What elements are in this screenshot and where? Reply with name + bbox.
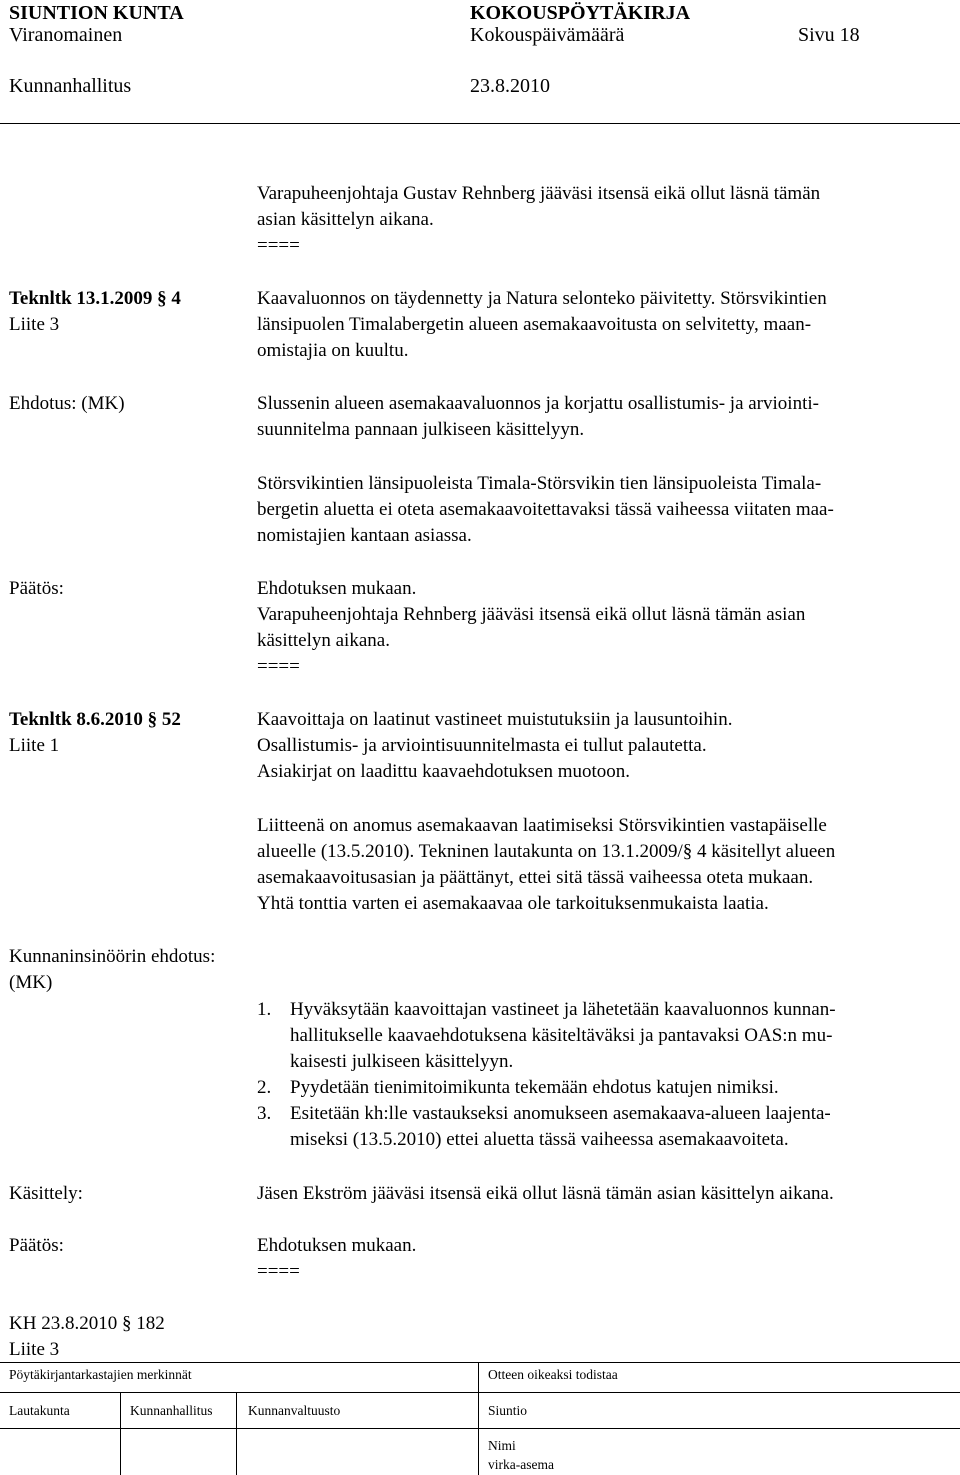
meeting-date: 23.8.2010 — [470, 75, 550, 97]
date-label: Kokouspäivämäärä — [470, 24, 625, 46]
footer-virka-asema: virka-asema — [488, 1457, 554, 1472]
footer-col-divider — [120, 1392, 121, 1475]
list-number: 1. — [257, 999, 272, 1020]
list-number: 3. — [257, 1103, 272, 1124]
footer-col-kunnanvaltuusto: Kunnanvaltuusto — [248, 1403, 341, 1418]
paragraph-line: Jäsen Ekström jääväsi itsensä eikä ollut läsnä tämän asian käsittelyn aikana. — [257, 1183, 834, 1204]
footer-top-rule — [0, 1362, 960, 1363]
paragraph-line: länsipuolen Timalabergetin alueen asemakaavoitusta on selvitetty, maan- — [257, 314, 812, 335]
paragraph-line: alueelle (13.5.2010). Tekninen lautakunta on 13.1.2009/§ 4 käsitellyt alueen — [257, 841, 836, 862]
attachment-ref: Liite 3 — [9, 1339, 60, 1360]
paragraph-line: nomistajien kantaan asiassa. — [257, 525, 472, 546]
reference-teknltk-2009: Teknltk 13.1.2009 § 4 — [9, 288, 181, 309]
paragraph-line: Ehdotuksen mukaan. — [257, 578, 417, 599]
list-item-line: kaisesti julkiseen käsittelyyn. — [290, 1051, 514, 1072]
attachment-ref: Liite 1 — [9, 735, 60, 756]
footer-col-divider — [478, 1362, 479, 1475]
paragraph-line: suunnitelma pannaan julkiseen käsittelyyn. — [257, 419, 585, 440]
label-mk: (MK) — [9, 972, 53, 993]
footer-nimi: Nimi — [488, 1438, 516, 1453]
intro-line-2: asian käsittelyn aikana. — [257, 209, 434, 230]
footer-col-lautakunta: Lautakunta — [9, 1403, 70, 1418]
paragraph-line: bergetin aluetta ei oteta asemakaavoitettavaksi tässä vaiheessa viitaten maa- — [257, 499, 834, 520]
paragraph-line: käsittelyn aikana. — [257, 630, 390, 651]
list-item-line: miseksi (13.5.2010) ettei aluetta tässä vaiheessa asemakaavoiteta. — [290, 1129, 789, 1150]
reference-kh-2010: KH 23.8.2010 § 182 — [9, 1313, 165, 1334]
paragraph-line: asemakaavoitusasian ja päättänyt, ettei sitä tässä vaiheessa oteta mukaan. — [257, 867, 814, 888]
paragraph-line: Varapuheenjohtaja Rehnberg jääväsi itsensä eikä ollut läsnä tämän asian — [257, 604, 806, 625]
label-kasittely: Käsittely: — [9, 1183, 83, 1204]
footer-col-kunnanhallitus: Kunnanhallitus — [130, 1403, 213, 1418]
list-number: 2. — [257, 1077, 272, 1098]
footer-col-divider — [236, 1392, 237, 1475]
footer-mid-rule — [0, 1392, 960, 1393]
separator: ==== — [257, 1261, 300, 1282]
paragraph-line: omistajia on kuultu. — [257, 340, 409, 361]
header-divider — [0, 123, 960, 124]
paragraph-line: Osallistumis- ja arviointisuunnitelmasta ei tullut palautetta. — [257, 735, 707, 756]
label-kunnaninsinoori: Kunnaninsinöörin ehdotus: — [9, 946, 216, 967]
label-paatos: Päätös: — [9, 578, 64, 599]
paragraph-line: Kaavoittaja on laatinut vastineet muistutuksiin ja lausuntoihin. — [257, 709, 733, 730]
paragraph-line: Liitteenä on anomus asemakaavan laatimiseksi Störsvikintien vastapäiselle — [257, 815, 827, 836]
paragraph-line: Störsvikintien länsipuoleista Timala-Störsvikin tien länsipuoleista Timala- — [257, 473, 822, 494]
list-item-line: hallitukselle kaavaehdotuksena käsiteltäväksi ja pantavaksi OAS:n mu- — [290, 1025, 833, 1046]
authority: Kunnanhallitus — [9, 75, 132, 97]
intro-line-1: Varapuheenjohtaja Gustav Rehnberg jääväsi itsensä eikä ollut läsnä tämän — [257, 183, 821, 204]
paragraph-line: Ehdotuksen mukaan. — [257, 1235, 417, 1256]
paragraph-line: Slussenin alueen asemakaavaluonnos ja korjattu osallistumis- ja arviointi- — [257, 393, 819, 414]
footer-left-title: Pöytäkirjantarkastajien merkinnät — [9, 1367, 192, 1382]
footer-siuntio: Siuntio — [488, 1403, 528, 1418]
list-item-line: Hyväksytään kaavoittajan vastineet ja lähetetään kaavaluonnos kunnan- — [290, 999, 836, 1020]
separator: ==== — [257, 656, 300, 677]
reference-teknltk-2010: Teknltk 8.6.2010 § 52 — [9, 709, 181, 730]
doc-type: KOKOUSPÖYTÄKIRJA — [470, 2, 691, 24]
page-number: Sivu 18 — [798, 24, 860, 46]
separator: ==== — [257, 235, 300, 256]
org-name: SIUNTION KUNTA — [9, 2, 184, 24]
paragraph-line: Kaavaluonnos on täydennetty ja Natura selonteko päivitetty. Störsvikintien — [257, 288, 827, 309]
label-paatos: Päätös: — [9, 1235, 64, 1256]
list-item-line: Esitetään kh:lle vastaukseksi anomukseen asemakaava-alueen laajenta- — [290, 1103, 831, 1124]
list-item-line: Pyydetään tienimitoimikunta tekemään ehdotus katujen nimiksi. — [290, 1077, 779, 1098]
attachment-ref: Liite 3 — [9, 314, 60, 335]
authority-label: Viranomainen — [9, 24, 123, 46]
footer-row-rule — [0, 1428, 960, 1429]
footer-right-title: Otteen oikeaksi todistaa — [488, 1367, 618, 1382]
paragraph-line: Asiakirjat on laadittu kaavaehdotuksen muotoon. — [257, 761, 631, 782]
label-ehdotus: Ehdotus: (MK) — [9, 393, 125, 414]
paragraph-line: Yhtä tonttia varten ei asemakaavaa ole tarkoituksenmukaista laatia. — [257, 893, 769, 914]
